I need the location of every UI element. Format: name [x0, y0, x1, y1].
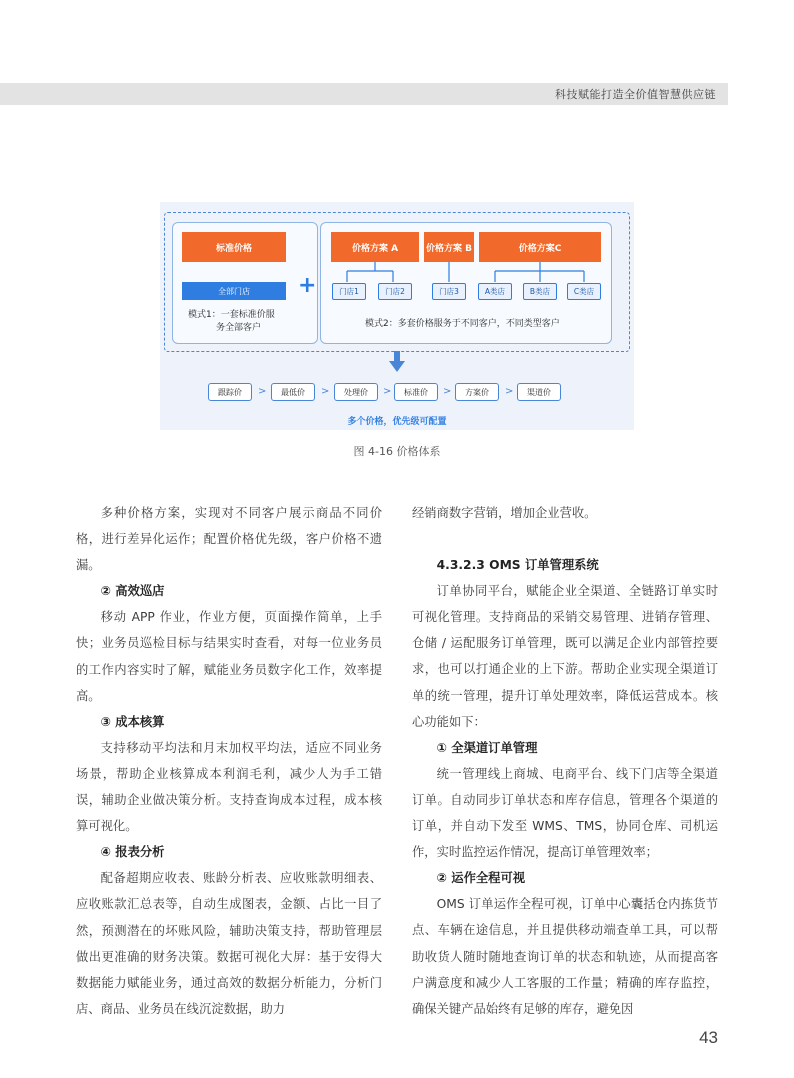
flow-step-1: 跟踪价	[208, 383, 252, 401]
paragraph-continuation: 经销商数字营销，增加企业营收。	[412, 506, 597, 520]
mode2-description: 模式2：多套价格服务于不同客户，不同类型客户	[365, 319, 560, 329]
paragraph: 移动 APP 作业，作业方便，页面操作简单，上手快；业务员巡检目标与结果实时查看，对每一位业务员的工作内容实时了解，赋能业务员数字化工作，效率提高。	[76, 610, 382, 703]
all-stores-box: 全部门店	[182, 282, 286, 300]
class-c-store-box: C类店	[567, 283, 601, 300]
flow-step-3: 处理价	[334, 383, 378, 401]
subheading-visibility: ② 运作全程可视	[436, 871, 526, 886]
subheading-cost: ③ 成本核算	[100, 714, 165, 729]
running-header: 科技赋能打造全价值智慧供应链	[555, 88, 716, 101]
flow-step-5: 方案价	[455, 383, 499, 401]
paragraph: OMS 订单运作全程可视，订单中心囊括仓内拣货节点、车辆在途信息，并且提供移动端查单工具，可以帮助收货人随时随地查询订单的状态和轨迹，从而提高客户满意度和减少人工客服的工作量；精确的库存监控，确保关键产品始终有足够的库存，避免因	[412, 897, 718, 1016]
flow-step-2: 最低价	[271, 383, 315, 401]
paragraph: 订单协同平台，赋能企业全渠道、全链路订单实时可视化管理。支持商品的采销交易管理、进销存管理、仓储 / 运配服务订单管理，既可以满足企业内部管控要求，也可以打通企业的上下游。帮助企业实现全渠道订单的统一管理，提升订单处理效率，降低运营成本。核心功能如下：	[412, 584, 718, 729]
store-3-box: 门店3	[432, 283, 466, 300]
chevron-right-icon: >	[443, 386, 452, 397]
subheading-omnichannel: ① 全渠道订单管理	[436, 740, 538, 755]
tree-connectors	[320, 262, 620, 284]
left-column	[76, 500, 382, 1022]
paragraph: 统一管理线上商城、电商平台、线下门店等全渠道订单。自动同步订单状态和库存信息，管理各个渠道的订单，并自动下发至 WMS、TMS，协同仓库、司机运作，实时监控运作情况，提高订单管理效率；	[412, 766, 718, 860]
flow-step-4: 标准价	[394, 383, 438, 401]
flow-step-6: 渠道价	[517, 383, 561, 401]
store-1-box: 门店1	[332, 283, 366, 300]
mode1-description-line2: 务全部客户	[216, 323, 262, 333]
paragraph: 支持移动平均法和月末加权平均法，适应不同业务场景，帮助企业核算成本利润毛利，减少人为手工错误，辅助企业做决策分析。支持查询成本过程，成本核算可视化。	[76, 740, 382, 834]
page-number: 43	[699, 1028, 718, 1047]
subheading-report: ④ 报表分析	[100, 845, 165, 860]
right-column	[412, 500, 718, 1022]
chevron-right-icon: >	[383, 386, 392, 397]
plan-a-box: 价格方案 A	[331, 232, 419, 262]
chevron-right-icon: >	[505, 386, 514, 397]
store-2-box: 门店2	[378, 283, 412, 300]
section-heading: 4.3.2.3 OMS 订单管理系统	[436, 558, 599, 573]
paragraph: 多种价格方案，实现对不同客户展示商品不同价格，进行差异化运作；配置价格优先级，客户价格不遗漏。	[76, 506, 382, 573]
figure-caption: 图 4-16 价格体系	[353, 445, 441, 458]
class-b-store-box: B类店	[523, 283, 557, 300]
flow-caption: 多个价格，优先级可配置	[347, 417, 447, 427]
chevron-right-icon: >	[321, 386, 330, 397]
chevron-right-icon: >	[258, 386, 267, 397]
class-a-store-box: A类店	[478, 283, 512, 300]
paragraph: 配备超期应收表、账龄分析表、应收账款明细表、应收账款汇总表等，自动生成图表，金额、占比一目了然，预测潜在的坏账风险，辅助决策支持，帮助管理层做出更准确的财务决策。数据可视化大屏：基于安得大数据能力赋能业务，通过高效的数据分析能力，分析门店、商品、业务员在线沉淀数据，助力	[76, 871, 382, 1016]
down-arrow-icon	[389, 351, 405, 373]
subheading-patrol: ② 高效巡店	[100, 584, 165, 599]
mode1-description-line1: 模式1：一套标准价服	[188, 310, 275, 320]
standard-price-box: 标准价格	[182, 232, 286, 262]
plan-b-box: 价格方案 B	[424, 232, 474, 262]
plan-c-box: 价格方案C	[479, 232, 601, 262]
plus-icon: +	[298, 273, 317, 298]
